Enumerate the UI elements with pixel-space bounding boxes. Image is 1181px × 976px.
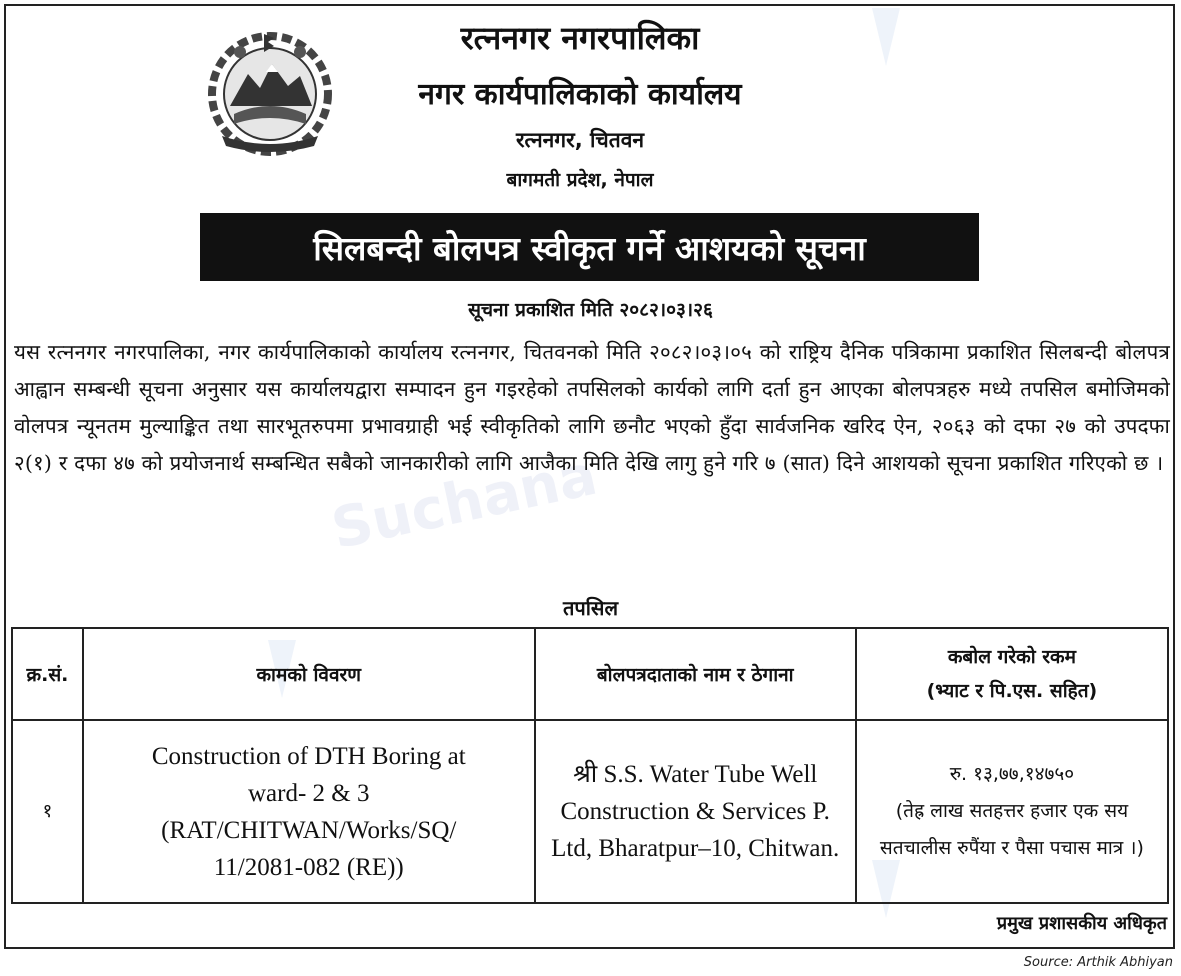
row-amount: रु. १३,७७,१४७५० — [949, 763, 1075, 785]
table-header-row — [12, 628, 1168, 720]
row-amount-cell — [856, 720, 1168, 903]
office-name: नगर कार्यपालिकाको कार्यालय — [418, 77, 742, 112]
office-location: रत्ननगर, चितवन — [515, 128, 645, 152]
col-bidder: बोलपत्रदाताको नाम र ठेगाना — [535, 628, 856, 720]
schedule-table — [11, 627, 1169, 904]
col-sn: क्र.सं. — [12, 628, 83, 720]
published-date: सूचना प्रकाशित मिति २०८२।०३।२६ — [468, 299, 713, 321]
col-work: कामको विवरण — [83, 628, 535, 720]
schedule-heading: तपसिल — [562, 596, 619, 620]
row-work: Construction of DTH Boring at ward- 2 & 3 (RAT/CHITWAN/Works/SQ/ 11/2081-082 (RE)) — [83, 720, 535, 903]
watermark-arrow-icon — [872, 8, 900, 66]
watermark: Suchana — [326, 442, 603, 563]
col-amount-line2: (भ्याट र पि.एस. सहित) — [926, 680, 1098, 702]
row-amount-words: (तेह्र लाख सतहत्तर हजार एक सय सतचालीस रुपैंया र पैसा पचास मात्र ।) — [879, 800, 1144, 859]
notice-title: सिलबन्दी बोलपत्र स्वीकृत गर्ने आशयको सूचना — [200, 213, 979, 281]
row-bidder: श्री S.S. Water Tube Well Construction & Services P. Ltd, Bharatpur–10, Chitwan. — [535, 720, 856, 903]
col-amount-line1: कबोल गरेको रकम — [947, 646, 1077, 668]
row-sn: १ — [12, 720, 83, 903]
col-amount — [856, 628, 1168, 720]
source-credit: Source: Arthik Abhiyan — [1023, 955, 1173, 970]
signoff: प्रमुख प्रशासकीय अधिकृत — [996, 913, 1167, 934]
municipality-name: रत्ननगर नगरपालिका — [460, 19, 700, 57]
notice-body: यस रत्ननगर नगरपालिका, नगर कार्यपालिकाको कार्यालय रत्ननगर, चितवनको मिति २०८२।०३।०५ को राष्ट्रिय दैनिक पत्रिकामा प्रकाशित सिलबन्दी बोलपत्र आह्वान सम्बन्धी सूचना अनुसार यस कार्यालयद्वारा सम्पादन हुन गइरहेको तपसिलको कार्यको लागि दर्ता हुन आएका बोलपत्रहरु मध्ये तपसिल बमोजिमको वोलपत्र न्यूनतम मुल्याङ्कित तथा सारभूतरुपमा प्रभावग्राही भई स्वीकृतिको लागि छनौट भएको हुँदा सार्वजनिक खरिद ऐन, २०६३ को दफा २७ को उपदफा २(१) र दफा ४७ को प्रयोजनार्थ सम्बन्धित सबैको जानकारीको लागि आजैका मिति देखि लागु हुने गरि ७ (सात) दिने आशयको सूचना प्रकाशित गरिएको छ । — [14, 340, 1170, 475]
office-province: बागमती प्रदेश, नेपाल — [506, 169, 654, 191]
table-row — [12, 720, 1168, 903]
